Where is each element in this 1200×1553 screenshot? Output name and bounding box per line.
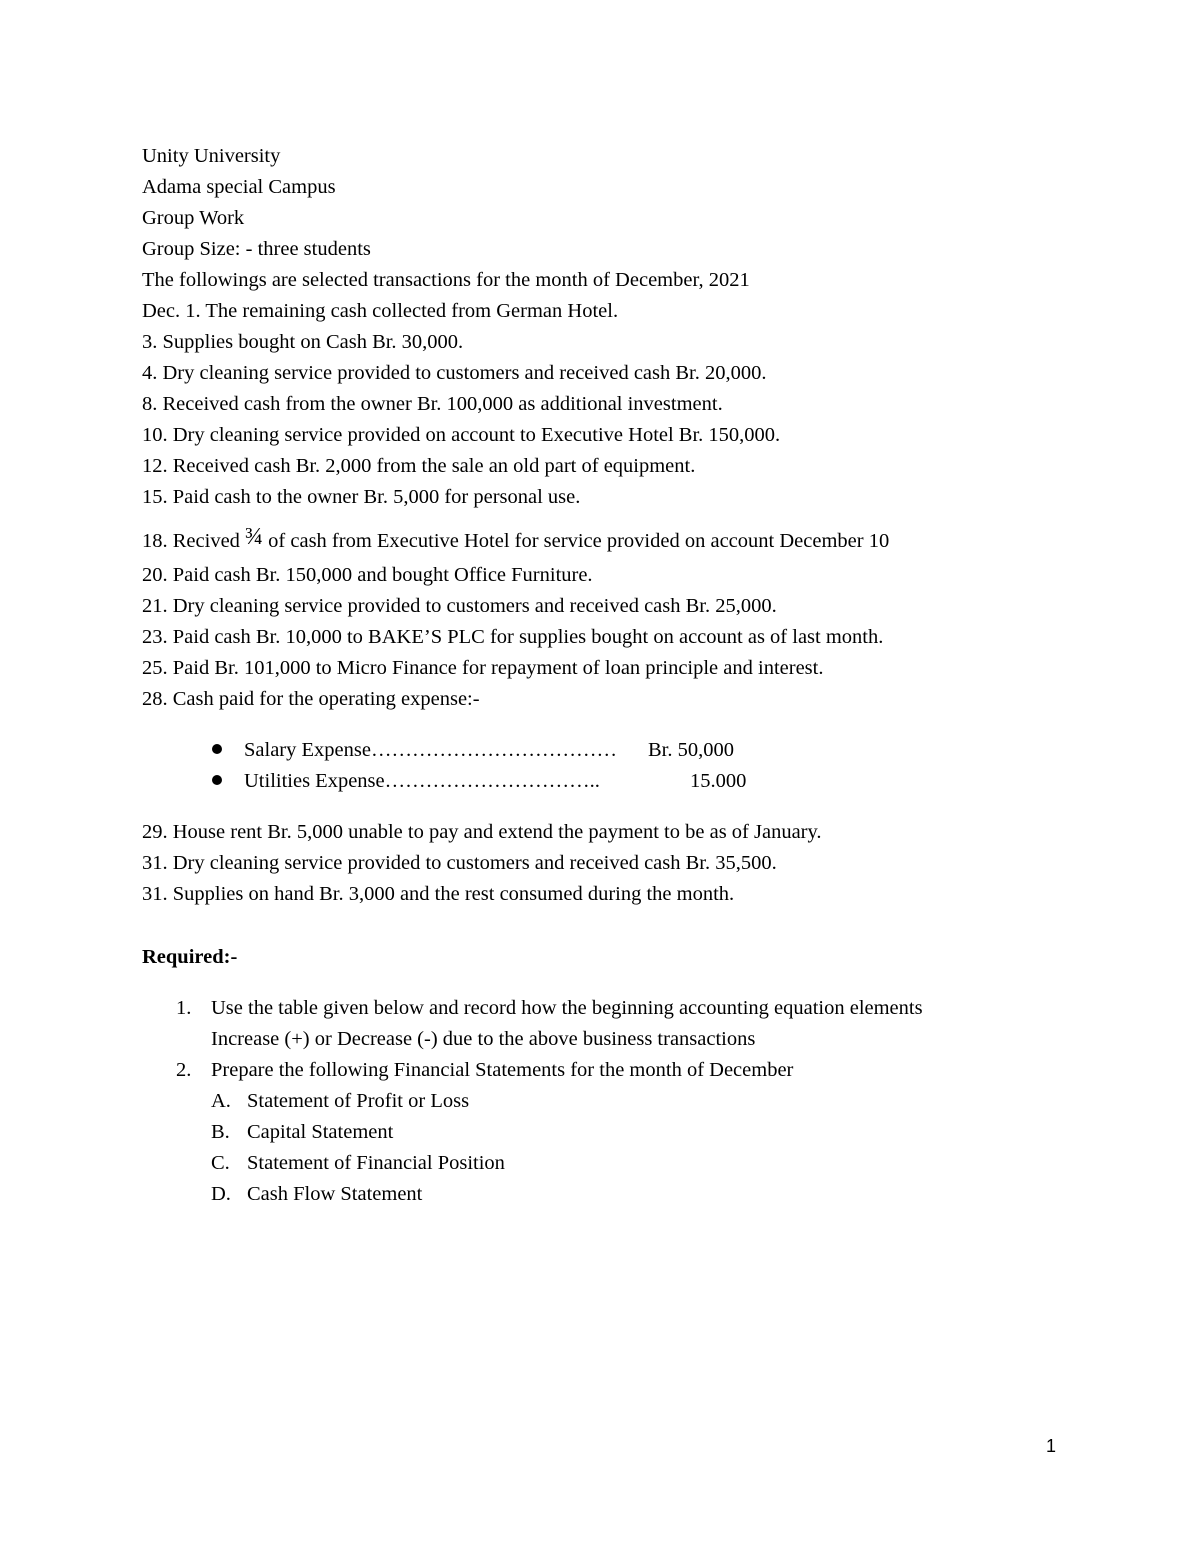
fraction-three-quarters: ¾: [245, 524, 264, 550]
campus-name: Adama special Campus: [142, 176, 336, 198]
work-type: Group Work: [142, 207, 245, 229]
transaction-21: 21. Dry cleaning service provided to customers and received cash Br. 25,000.: [142, 595, 777, 617]
transaction-31-supplies: 31. Supplies on hand Br. 3,000 and the rest consumed during the month.: [142, 883, 735, 905]
transaction-10: 10. Dry cleaning service provided on account to Executive Hotel Br. 150,000.: [142, 424, 781, 446]
required-item-1-line-2: Increase (+) or Decrease (-) due to the above business transactions: [211, 1028, 756, 1050]
transaction-18: [142, 526, 889, 555]
transaction-23: 23. Paid cash Br. 10,000 to BAKE’S PLC for supplies bought on account as of last month.: [142, 626, 884, 648]
transaction-8: 8. Received cash from the owner Br. 100,000 as additional investment.: [142, 393, 723, 415]
expense-label: Utilities Expense…………………………..: [244, 770, 600, 792]
page-number: 1: [1046, 1436, 1057, 1456]
transaction-18-prefix: 18. Recived: [142, 530, 246, 552]
transaction-20: 20. Paid cash Br. 150,000 and bought Office Furniture.: [142, 564, 593, 586]
required-item-1-line-1: Use the table given below and record how the beginning accounting equation elements: [211, 997, 923, 1019]
expense-label: Salary Expense………………………………: [244, 739, 617, 761]
statement-letter: B.: [211, 1121, 230, 1143]
required-item-2-number: 2.: [176, 1059, 192, 1081]
expense-amount: 15.000: [690, 770, 747, 792]
bullet-icon: [212, 744, 222, 754]
statement-financial-position: Statement of Financial Position: [247, 1152, 505, 1174]
statement-profit-or-loss: Statement of Profit or Loss: [247, 1090, 470, 1112]
statement-cash-flow: Cash Flow Statement: [247, 1183, 423, 1205]
expense-amount: Br. 50,000: [648, 739, 734, 761]
statement-letter: D.: [211, 1183, 231, 1205]
transaction-25: 25. Paid Br. 101,000 to Micro Finance for repayment of loan principle and interest.: [142, 657, 824, 679]
university-name: Unity University: [142, 145, 281, 167]
statement-letter: A.: [211, 1090, 231, 1112]
transaction-12: 12. Received cash Br. 2,000 from the sale an old part of equipment.: [142, 455, 696, 477]
transaction-28: 28. Cash paid for the operating expense:-: [142, 688, 480, 710]
transaction-dec-1: Dec. 1. The remaining cash collected from German Hotel.: [142, 300, 619, 322]
required-item-1-number: 1.: [176, 997, 192, 1019]
required-heading: Required:-: [142, 946, 238, 968]
bullet-icon: [212, 775, 222, 785]
statement-letter: C.: [211, 1152, 230, 1174]
transaction-15: 15. Paid cash to the owner Br. 5,000 for personal use.: [142, 486, 581, 508]
transaction-29: 29. House rent Br. 5,000 unable to pay and extend the payment to be as of January.: [142, 821, 822, 843]
intro-text: The followings are selected transactions for the month of December, 2021: [142, 269, 750, 291]
transaction-18-suffix: of cash from Executive Hotel for service provided on account December 10: [263, 530, 890, 552]
transaction-31-service: 31. Dry cleaning service provided to customers and received cash Br. 35,500.: [142, 852, 777, 874]
transaction-3: 3. Supplies bought on Cash Br. 30,000.: [142, 331, 464, 353]
required-item-2-text: Prepare the following Financial Statements for the month of December: [211, 1059, 794, 1081]
statement-capital: Capital Statement: [247, 1121, 394, 1143]
transaction-4: 4. Dry cleaning service provided to customers and received cash Br. 20,000.: [142, 362, 767, 384]
group-size: Group Size: - three students: [142, 238, 371, 260]
